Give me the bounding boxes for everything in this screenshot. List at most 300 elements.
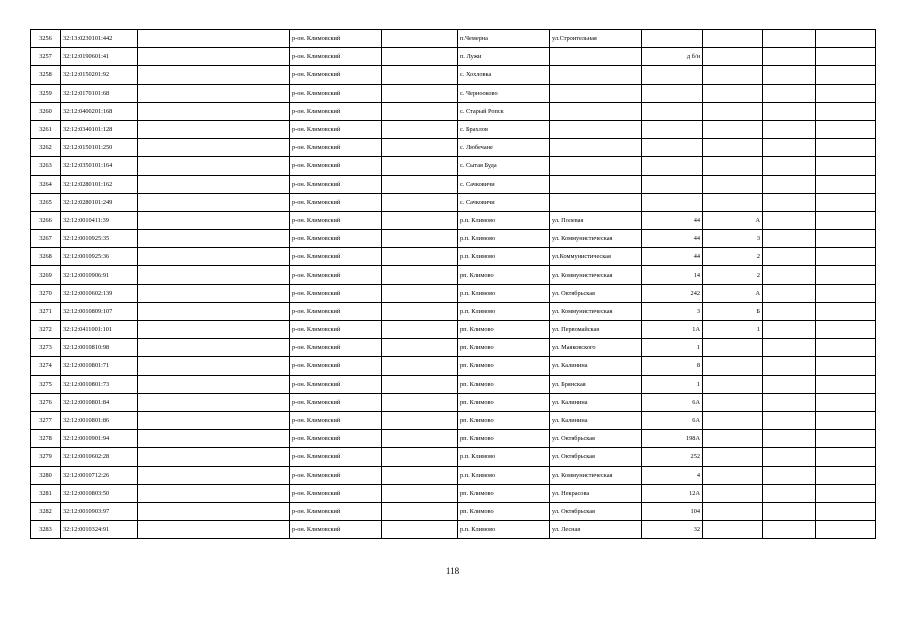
table-row [31, 211, 876, 229]
district: р-он. Климовский [290, 211, 382, 229]
empty-cell [138, 339, 290, 357]
empty-cell [816, 175, 876, 193]
building [703, 502, 763, 520]
row-number: 3258 [31, 66, 61, 84]
house-number [642, 66, 703, 84]
registry-table [30, 29, 876, 539]
cadastral-number: 32:12:0150101:250 [61, 139, 138, 157]
building: Б [703, 302, 763, 320]
district: р-он. Климовский [290, 48, 382, 66]
cadastral-number: 32:12:0010810:98 [61, 339, 138, 357]
row-number: 3273 [31, 339, 61, 357]
empty-cell [138, 411, 290, 429]
table-row [31, 120, 876, 138]
street: ул. Маяковского [550, 339, 642, 357]
empty-cell [763, 521, 816, 539]
empty-cell [763, 411, 816, 429]
cadastral-number: 32:12:0010925:35 [61, 230, 138, 248]
settlement: рп. Климово [458, 339, 550, 357]
table-row [31, 84, 876, 102]
street [550, 139, 642, 157]
building [703, 102, 763, 120]
street [550, 157, 642, 175]
settlement: с. Любечане [458, 139, 550, 157]
empty-cell [382, 139, 458, 157]
empty-cell [138, 466, 290, 484]
cadastral-number: 32:12:0010602:139 [61, 284, 138, 302]
empty-cell [763, 266, 816, 284]
district: р-он. Климовский [290, 230, 382, 248]
building [703, 193, 763, 211]
house-number: 12А [642, 484, 703, 502]
empty-cell [816, 157, 876, 175]
district: р-он. Климовский [290, 248, 382, 266]
house-number: 104 [642, 502, 703, 520]
table-row [31, 102, 876, 120]
street [550, 84, 642, 102]
empty-cell [138, 102, 290, 120]
table-row [31, 30, 876, 48]
row-number: 3269 [31, 266, 61, 284]
settlement: рп. Климово [458, 430, 550, 448]
house-number: д б/н [642, 48, 703, 66]
district: р-он. Климовский [290, 84, 382, 102]
empty-cell [138, 266, 290, 284]
settlement: р.п. Климово [458, 248, 550, 266]
empty-cell [138, 230, 290, 248]
empty-cell [138, 284, 290, 302]
empty-cell [382, 502, 458, 520]
empty-cell [763, 430, 816, 448]
table-row [31, 502, 876, 520]
street: ул. Первомайская [550, 321, 642, 339]
empty-cell [763, 193, 816, 211]
row-number: 3275 [31, 375, 61, 393]
empty-cell [382, 466, 458, 484]
table-row [31, 484, 876, 502]
street: ул.Коммунистическая [550, 248, 642, 266]
house-number: 1 [642, 375, 703, 393]
empty-cell [816, 484, 876, 502]
settlement: с. Сачковичи [458, 175, 550, 193]
cadastral-number: 32:12:0010809:107 [61, 302, 138, 320]
empty-cell [382, 120, 458, 138]
row-number: 3282 [31, 502, 61, 520]
cadastral-number: 32:12:0340101:128 [61, 120, 138, 138]
row-number: 3263 [31, 157, 61, 175]
district: р-он. Климовский [290, 521, 382, 539]
empty-cell [138, 430, 290, 448]
settlement: рп. Климово [458, 321, 550, 339]
street [550, 66, 642, 84]
empty-cell [138, 502, 290, 520]
empty-cell [382, 248, 458, 266]
row-number: 3272 [31, 321, 61, 339]
empty-cell [763, 466, 816, 484]
street: ул. Калинина [550, 411, 642, 429]
cadastral-number: 32:12:0190601:41 [61, 48, 138, 66]
empty-cell [138, 211, 290, 229]
empty-cell [816, 430, 876, 448]
empty-cell [382, 357, 458, 375]
street: ул. Коммунистическая [550, 466, 642, 484]
empty-cell [138, 393, 290, 411]
table-row [31, 430, 876, 448]
district: р-он. Климовский [290, 102, 382, 120]
table-row [31, 357, 876, 375]
table-row [31, 284, 876, 302]
district: р-он. Климовский [290, 357, 382, 375]
empty-cell [763, 230, 816, 248]
empty-cell [816, 502, 876, 520]
cadastral-number: 32:12:0010906:91 [61, 266, 138, 284]
empty-cell [382, 448, 458, 466]
row-number: 3271 [31, 302, 61, 320]
house-number: 252 [642, 448, 703, 466]
empty-cell [138, 84, 290, 102]
table-row [31, 48, 876, 66]
empty-cell [138, 175, 290, 193]
row-number: 3267 [31, 230, 61, 248]
empty-cell [816, 321, 876, 339]
table-row [31, 248, 876, 266]
empty-cell [816, 284, 876, 302]
street: ул. Брянская [550, 375, 642, 393]
district: р-он. Климовский [290, 430, 382, 448]
building [703, 175, 763, 193]
district: р-он. Климовский [290, 175, 382, 193]
district: р-он. Климовский [290, 393, 382, 411]
cadastral-number: 32:12:0010801:71 [61, 357, 138, 375]
building [703, 339, 763, 357]
empty-cell [138, 248, 290, 266]
street: ул. Коммунистическая [550, 266, 642, 284]
row-number: 3277 [31, 411, 61, 429]
table-row [31, 375, 876, 393]
table-row [31, 175, 876, 193]
house-number [642, 102, 703, 120]
building [703, 466, 763, 484]
district: р-он. Климовский [290, 139, 382, 157]
empty-cell [763, 66, 816, 84]
house-number: 4 [642, 466, 703, 484]
house-number: 3 [642, 302, 703, 320]
cadastral-number: 32:12:0010602:28 [61, 448, 138, 466]
building: 1 [703, 321, 763, 339]
empty-cell [382, 30, 458, 48]
table-row [31, 393, 876, 411]
empty-cell [382, 266, 458, 284]
empty-cell [763, 248, 816, 266]
empty-cell [382, 411, 458, 429]
street: ул. Октябрьская [550, 448, 642, 466]
building [703, 30, 763, 48]
street: ул. Октябрьская [550, 284, 642, 302]
empty-cell [382, 484, 458, 502]
district: р-он. Климовский [290, 120, 382, 138]
house-number: 6А [642, 411, 703, 429]
table-row [31, 193, 876, 211]
empty-cell [763, 139, 816, 157]
empty-cell [382, 157, 458, 175]
settlement: р.п. Климово [458, 211, 550, 229]
building [703, 430, 763, 448]
settlement: рп. Климово [458, 266, 550, 284]
district: р-он. Климовский [290, 30, 382, 48]
row-number: 3283 [31, 521, 61, 539]
empty-cell [138, 321, 290, 339]
cadastral-number: 32:13:0230101:442 [61, 30, 138, 48]
settlement: рп. Климово [458, 484, 550, 502]
empty-cell [816, 448, 876, 466]
district: р-он. Климовский [290, 375, 382, 393]
street [550, 193, 642, 211]
empty-cell [138, 448, 290, 466]
building [703, 411, 763, 429]
registry-table-body [31, 30, 876, 539]
house-number: 8 [642, 357, 703, 375]
empty-cell [382, 302, 458, 320]
cadastral-number: 32:12:0280101:249 [61, 193, 138, 211]
house-number: 44 [642, 248, 703, 266]
district: р-он. Климовский [290, 284, 382, 302]
empty-cell [138, 302, 290, 320]
street: ул. Калинина [550, 393, 642, 411]
row-number: 3281 [31, 484, 61, 502]
settlement: рп. Климово [458, 411, 550, 429]
empty-cell [138, 139, 290, 157]
table-row [31, 321, 876, 339]
row-number: 3278 [31, 430, 61, 448]
street: ул. Октябрьская [550, 430, 642, 448]
street: ул. Коммунистическая [550, 230, 642, 248]
empty-cell [816, 48, 876, 66]
empty-cell [382, 339, 458, 357]
building [703, 120, 763, 138]
empty-cell [816, 521, 876, 539]
building [703, 139, 763, 157]
street [550, 102, 642, 120]
empty-cell [816, 357, 876, 375]
empty-cell [763, 339, 816, 357]
house-number: 44 [642, 230, 703, 248]
empty-cell [763, 120, 816, 138]
building [703, 375, 763, 393]
building [703, 448, 763, 466]
row-number: 3256 [31, 30, 61, 48]
empty-cell [382, 321, 458, 339]
district: р-он. Климовский [290, 466, 382, 484]
table-row [31, 266, 876, 284]
cadastral-number: 32:12:0170101:68 [61, 84, 138, 102]
street: ул. Лесная [550, 521, 642, 539]
empty-cell [816, 266, 876, 284]
building [703, 484, 763, 502]
empty-cell [816, 302, 876, 320]
empty-cell [763, 448, 816, 466]
settlement: р.п. Климово [458, 302, 550, 320]
empty-cell [138, 484, 290, 502]
settlement: с. Старый Ропск [458, 102, 550, 120]
building: А [703, 284, 763, 302]
empty-cell [138, 193, 290, 211]
building: 2 [703, 266, 763, 284]
settlement: рп. Климово [458, 375, 550, 393]
settlement: с. Сытая Буда [458, 157, 550, 175]
empty-cell [138, 375, 290, 393]
settlement: рп. Климово [458, 502, 550, 520]
house-number: 44 [642, 211, 703, 229]
house-number: 1 [642, 339, 703, 357]
empty-cell [816, 466, 876, 484]
house-number: 198А [642, 430, 703, 448]
settlement: р.п. Климово [458, 284, 550, 302]
table-row [31, 466, 876, 484]
building: 3 [703, 230, 763, 248]
house-number: 1А [642, 321, 703, 339]
house-number [642, 30, 703, 48]
settlement: п. Лужи [458, 48, 550, 66]
street: ул. Октябрьская [550, 502, 642, 520]
table-row [31, 411, 876, 429]
building [703, 393, 763, 411]
empty-cell [138, 357, 290, 375]
house-number: 6А [642, 393, 703, 411]
empty-cell [763, 30, 816, 48]
empty-cell [382, 284, 458, 302]
empty-cell [763, 284, 816, 302]
empty-cell [763, 102, 816, 120]
house-number [642, 84, 703, 102]
district: р-он. Климовский [290, 302, 382, 320]
table-row [31, 157, 876, 175]
house-number: 32 [642, 521, 703, 539]
empty-cell [816, 120, 876, 138]
empty-cell [382, 175, 458, 193]
empty-cell [382, 230, 458, 248]
empty-cell [816, 211, 876, 229]
settlement: р.п. Климово [458, 230, 550, 248]
district: р-он. Климовский [290, 193, 382, 211]
street: ул. Полевая [550, 211, 642, 229]
table-row [31, 521, 876, 539]
settlement: с. Чернооково [458, 84, 550, 102]
empty-cell [382, 430, 458, 448]
row-number: 3262 [31, 139, 61, 157]
settlement: с. Хохловка [458, 66, 550, 84]
street [550, 48, 642, 66]
row-number: 3268 [31, 248, 61, 266]
street: ул. Коммунистическая [550, 302, 642, 320]
row-number: 3264 [31, 175, 61, 193]
empty-cell [382, 375, 458, 393]
empty-cell [816, 339, 876, 357]
empty-cell [382, 48, 458, 66]
house-number [642, 139, 703, 157]
settlement: рп. Климово [458, 357, 550, 375]
district: р-он. Климовский [290, 502, 382, 520]
table-row [31, 339, 876, 357]
cadastral-number: 32:12:0010801:86 [61, 411, 138, 429]
empty-cell [816, 66, 876, 84]
settlement: р.п. Климово [458, 521, 550, 539]
empty-cell [763, 393, 816, 411]
building [703, 521, 763, 539]
empty-cell [382, 393, 458, 411]
house-number: 242 [642, 284, 703, 302]
district: р-он. Климовский [290, 66, 382, 84]
settlement: рп. Климово [458, 393, 550, 411]
empty-cell [763, 211, 816, 229]
row-number: 3279 [31, 448, 61, 466]
page-number: 118 [445, 566, 460, 576]
house-number: 14 [642, 266, 703, 284]
building [703, 84, 763, 102]
building [703, 157, 763, 175]
district: р-он. Климовский [290, 448, 382, 466]
row-number: 3266 [31, 211, 61, 229]
empty-cell [763, 84, 816, 102]
empty-cell [382, 193, 458, 211]
cadastral-number: 32:12:0010903:97 [61, 502, 138, 520]
empty-cell [816, 411, 876, 429]
row-number: 3276 [31, 393, 61, 411]
empty-cell [138, 30, 290, 48]
row-number: 3270 [31, 284, 61, 302]
building [703, 357, 763, 375]
cadastral-number: 32:12:0010324:91 [61, 521, 138, 539]
street: ул. Калинина [550, 357, 642, 375]
empty-cell [763, 502, 816, 520]
cadastral-number: 32:12:0010803:50 [61, 484, 138, 502]
empty-cell [816, 30, 876, 48]
empty-cell [763, 321, 816, 339]
district: р-он. Климовский [290, 157, 382, 175]
row-number: 3259 [31, 84, 61, 102]
district: р-он. Климовский [290, 484, 382, 502]
empty-cell [138, 48, 290, 66]
empty-cell [763, 484, 816, 502]
table-row [31, 448, 876, 466]
table-row [31, 302, 876, 320]
empty-cell [382, 84, 458, 102]
cadastral-number: 32:12:0411001:101 [61, 321, 138, 339]
cadastral-number: 32:12:0010801:73 [61, 375, 138, 393]
cadastral-number: 32:12:0010411:39 [61, 211, 138, 229]
settlement: р.п. Климово [458, 466, 550, 484]
cadastral-number: 32:12:0010712:26 [61, 466, 138, 484]
street [550, 120, 642, 138]
district: р-он. Климовский [290, 339, 382, 357]
empty-cell [763, 375, 816, 393]
row-number: 3261 [31, 120, 61, 138]
empty-cell [138, 120, 290, 138]
empty-cell [138, 157, 290, 175]
settlement: р.п. Климово [458, 448, 550, 466]
empty-cell [382, 102, 458, 120]
cadastral-number: 32:12:0010925:36 [61, 248, 138, 266]
empty-cell [816, 139, 876, 157]
building: А [703, 211, 763, 229]
empty-cell [763, 175, 816, 193]
row-number: 3265 [31, 193, 61, 211]
cadastral-number: 32:12:0350101:164 [61, 157, 138, 175]
empty-cell [816, 375, 876, 393]
settlement: п.Чемерна [458, 30, 550, 48]
empty-cell [816, 248, 876, 266]
table-row [31, 139, 876, 157]
house-number [642, 157, 703, 175]
